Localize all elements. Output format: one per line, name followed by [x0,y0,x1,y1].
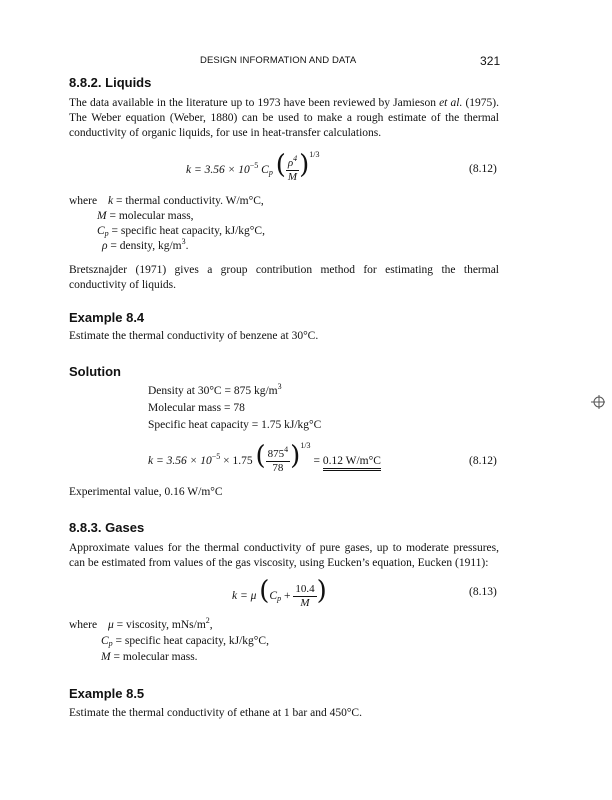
example-8-4-heading: Example 8.4 [69,310,145,325]
gases-intro-paragraph: Approximate values for the thermal conductivity of pure gases, up to moderate pressures, can be estimated from values of the gas viscosity, using Eucken’s equation, Eucken (1911): [69,542,499,569]
density-line: Density at 30°C = 875 $kg/m^3$ [148,382,282,397]
solution-heading: Solution [69,364,121,379]
molecular-mass-line: Molecular mass = 78 [148,402,245,414]
running-header: DESIGN INFORMATION AND DATA [200,55,357,66]
definition-row: $C_p$ = specific heat capacity, kJ/kg°C, [101,635,269,648]
definition-row: M = molecular mass, [97,210,194,222]
equation-weber: $k = 3.56 \times 10^{-5}$ $C_p$ ( $\frac{\rho^4}{M}$ )$^{1/3}$ [186,150,320,183]
experimental-value: Experimental value, 0.16 W/m°C [69,486,223,498]
definition-row: ρ = density, $kg/m^3$. [102,237,189,252]
definition-row: $C_p$ = specific heat capacity, kJ/kg°C, [97,225,265,238]
section-heading-gases: 8.8.3. Gases [69,520,145,535]
page-number: 321 [480,54,501,68]
example-8-4-statement: Estimate the thermal conductivity of benzene at 30°C. [69,330,319,342]
equation-number: (8.12) [469,163,497,175]
eq-lhs: k = 3.56 × 10 [186,164,250,176]
definition-row: μ = viscosity, mNs/$m^2$, [108,616,213,631]
bretsznajder-paragraph: Bretsznajder (1971) gives a group contribution method for estimating the thermal conductivity of liquids. [69,264,499,291]
definition-row: k = thermal conductivity. W/m°C, [108,195,264,207]
equation-number: (8.13) [469,586,497,598]
calculation-line: $k = 3.56 \times 10^{-5} \times 1.75$ ( $\frac{875^4}{78}$ )$^{1/3}$ = 0.12 W/m°C [148,441,381,474]
where-label: where [69,195,98,207]
equation-number: (8.12) [469,455,497,467]
liquids-intro-paragraph: The data available in the literature up to 1973 have been reviewed by Jamieson et al. (1975). The Weber equation (Weber, 1880) can be used to make a rough estimate of the thermal conductivity of organic liquids, for use in heat-transfer calculations. [69,97,499,139]
where-label: where [69,619,98,631]
definition-row: M = molecular mass. [101,651,198,663]
eq-fraction: $\frac{\rho^4}{M}$ [287,153,298,183]
example-8-5-heading: Example 8.5 [69,686,145,701]
section-heading-liquids: 8.8.2. Liquids [69,75,152,90]
example-8-5-statement: Estimate the thermal conductivity of ethane at 1 bar and 450°C. [69,707,362,719]
heat-capacity-line: Specific heat capacity = 1.75 kJ/kg°C [148,419,322,431]
registration-mark-icon [591,395,605,409]
equation-eucken: k = μ ($C_p$ + $\frac{10.4}{M}$ ) [232,576,327,609]
calculation-result: 0.12 W/m°C [323,455,381,471]
